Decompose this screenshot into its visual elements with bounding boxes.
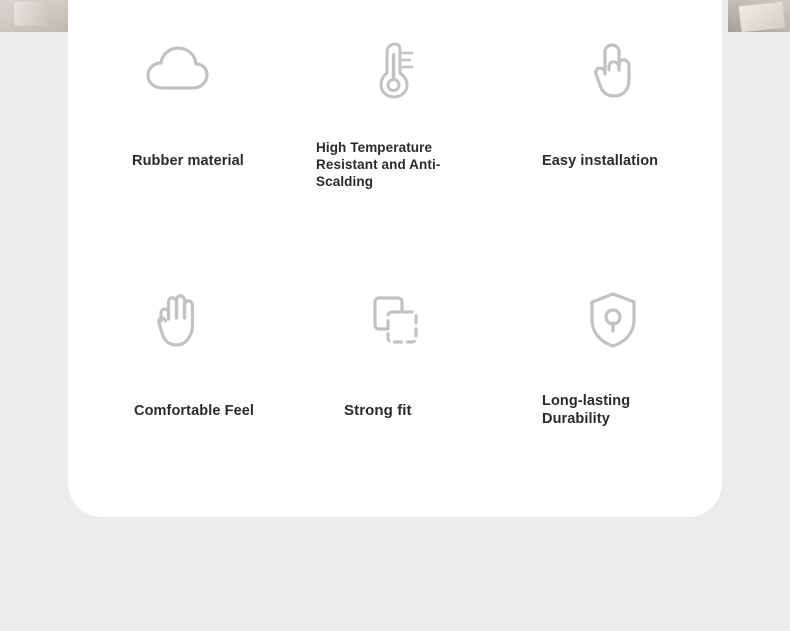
cloud-icon: [145, 44, 209, 96]
icon-container: [149, 280, 205, 360]
tap-hand-icon: [585, 40, 641, 100]
icon-container: [587, 280, 639, 360]
feature-label: Long-lasting Durability: [542, 393, 631, 428]
icon-container: [365, 280, 425, 360]
shield-check-icon: [587, 290, 639, 350]
feature-item-comfortable-feel: [68, 270, 286, 520]
feature-item-easy-installation: [504, 20, 722, 270]
thermometer-icon: [372, 39, 418, 101]
feature-item-rubber-material: [68, 20, 286, 270]
icon-container: [145, 30, 209, 110]
feature-item-long-lasting-durability: [504, 270, 722, 520]
feature-label: Strong fit: [344, 402, 412, 419]
open-hand-icon: [149, 291, 205, 349]
photo-thumbnail-left: [0, 0, 70, 32]
feature-label: Easy installation: [542, 153, 659, 169]
icon-container: [372, 30, 418, 110]
feature-label: Rubber material: [132, 153, 244, 169]
feature-item-strong-fit: [286, 270, 504, 520]
feature-grid: [68, 0, 722, 520]
feature-label: Comfortable Feel: [134, 403, 255, 419]
feature-card: [68, 0, 722, 517]
feature-label: High Temperature Resistant and Anti-Scalding: [316, 140, 441, 189]
dashed-fit-icon: [365, 291, 425, 349]
photo-thumbnail-right: [728, 0, 790, 32]
icon-container: [585, 30, 641, 110]
feature-item-high-temperature-resistant: [286, 20, 504, 270]
